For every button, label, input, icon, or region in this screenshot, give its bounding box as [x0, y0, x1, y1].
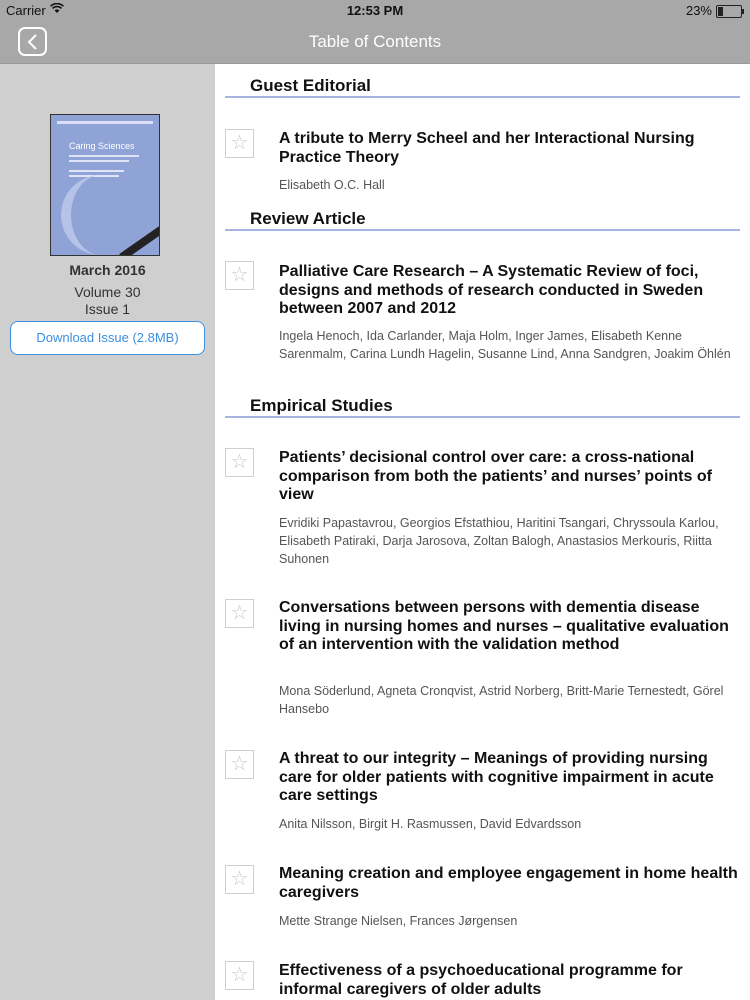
- status-bar: [0, 0, 750, 22]
- favorite-star-icon[interactable]: ☆: [225, 750, 254, 779]
- section-divider: [225, 416, 740, 418]
- article-title[interactable]: Patients’ decisional control over care: a cross-national comparison from both the patients’ and nurses’ points of view: [279, 449, 712, 503]
- issue-volume: Volume 30: [74, 284, 141, 300]
- article-title[interactable]: Conversations between persons with dementia disease living in nursing homes and nurses – qualitative evaluation of an intervention with the validation method: [279, 599, 729, 653]
- article-authors: Anita Nilsson, Birgit H. Rasmussen, David Edvardsson: [279, 817, 582, 831]
- section-divider: [225, 96, 740, 98]
- article-title[interactable]: A threat to our integrity – Meanings of providing nursing care for older patients with cognitive impairment in acute care settings: [279, 750, 714, 804]
- navigation-bar: [0, 22, 750, 64]
- battery-icon: [716, 5, 742, 18]
- section-divider: [225, 229, 740, 231]
- issue-date: March 2016: [69, 262, 146, 278]
- issue-number: Issue 1: [84, 301, 131, 317]
- article-title[interactable]: Palliative Care Research – A Systematic Review of foci, designs and methods of research conducted in Sweden between 2007 and 2012: [279, 263, 704, 317]
- article-authors: Mona Söderlund, Agneta Cronqvist, Astrid Norberg, Britt-Marie Ternestedt, Görel Hansebo: [279, 684, 724, 716]
- article-authors: Ingela Henoch, Ida Carlander, Maja Holm, Inger James, Elisabeth Kenne Sarenmalm, Carina Lundh Hagelin, Susanne Lind, Anna Sandgren, Joakim Öhlén: [279, 329, 731, 361]
- issue-sidebar: [0, 64, 215, 1000]
- section-heading: Review Article: [250, 209, 366, 228]
- favorite-star-icon[interactable]: ☆: [225, 261, 254, 290]
- section-heading: Guest Editorial: [250, 76, 371, 95]
- article-authors: Evridiki Papastavrou, Georgios Efstathiou, Haritini Tsangari, Chryssoula Karlou, Elisabeth Patiraki, Darja Jarosova, Zoltan Balogh, Anastasios Merkouris, Riitta Suhonen: [279, 516, 719, 566]
- cover-journal-title: Caring Sciences: [69, 141, 135, 151]
- article-authors: Elisabeth O.C. Hall: [279, 178, 385, 192]
- carrier-label: Carrier: [6, 3, 46, 18]
- battery-percent: 23%: [685, 3, 712, 18]
- page-title: Table of Contents: [308, 32, 442, 51]
- article-authors: Mette Strange Nielsen, Frances Jørgensen: [279, 914, 518, 928]
- download-issue-button[interactable]: Download Issue (2.8MB): [10, 321, 205, 355]
- favorite-star-icon[interactable]: ☆: [225, 129, 254, 158]
- favorite-star-icon[interactable]: ☆: [225, 865, 254, 894]
- clock: 12:53 PM: [346, 3, 404, 18]
- article-title[interactable]: Meaning creation and employee engagement in home health caregivers: [279, 865, 738, 901]
- favorite-star-icon[interactable]: ☆: [225, 961, 254, 990]
- table-of-contents: [215, 64, 750, 1000]
- favorite-star-icon[interactable]: ☆: [225, 448, 254, 477]
- article-title[interactable]: A tribute to Merry Scheel and her Interactional Nursing Practice Theory: [279, 130, 695, 166]
- section-heading: Empirical Studies: [250, 396, 393, 415]
- issue-cover-image[interactable]: [50, 114, 160, 256]
- favorite-star-icon[interactable]: ☆: [225, 599, 254, 628]
- article-title[interactable]: Effectiveness of a psychoeducational programme for informal caregivers of older adults: [279, 962, 683, 998]
